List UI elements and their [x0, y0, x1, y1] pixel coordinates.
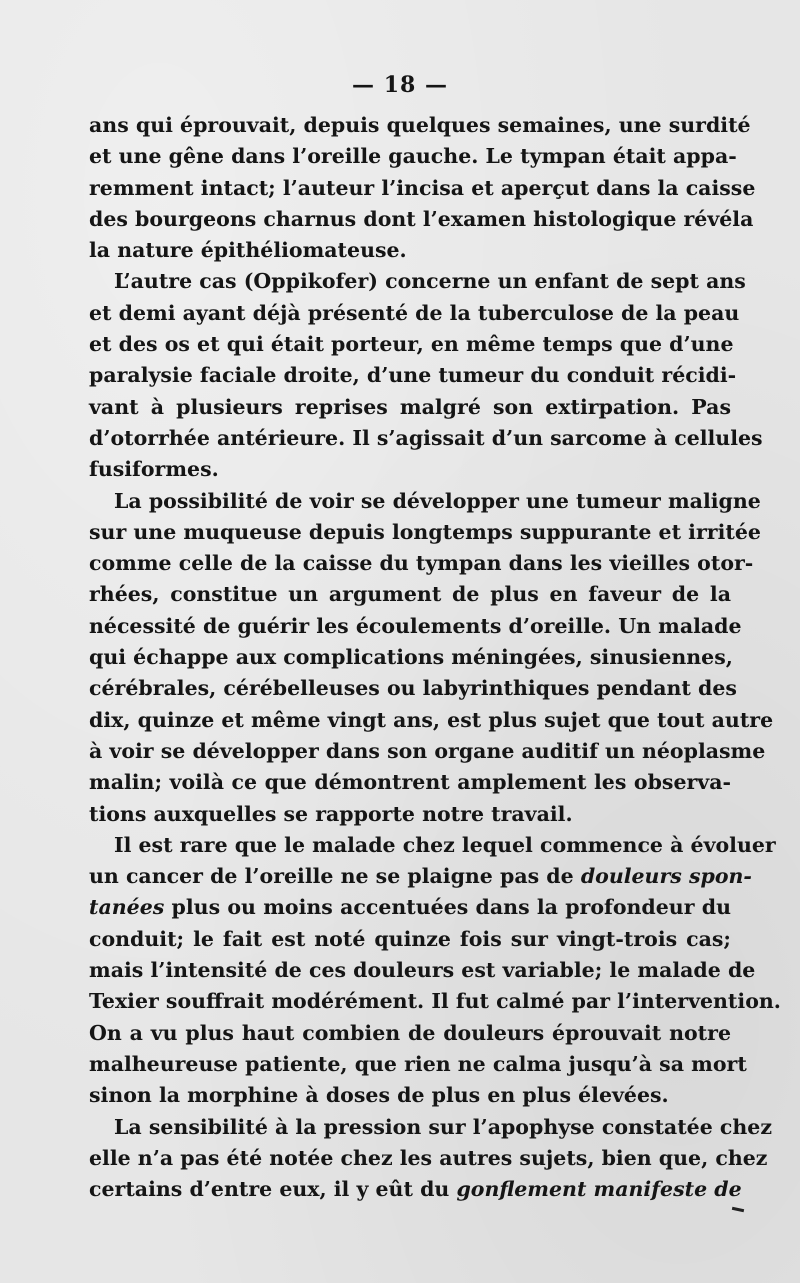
text-segment: paralysie faciale droite, d’une tumeur du conduit récidi-	[89, 363, 737, 388]
text-segment: qui échappe aux complications méningées, sinusiennes,	[89, 645, 733, 670]
text-segment: des bourgeons charnus dont l’examen histologique révéla	[89, 206, 754, 231]
italic-text-segment: tanées	[89, 895, 165, 920]
text-segment: d’otorrhée antérieure. Il s’agissait d’un sarcome à cellules	[89, 425, 763, 450]
text-segment: et demi ayant déjà présenté de la tuberculose de la peau	[89, 300, 740, 325]
text-segment: fusiformes.	[89, 457, 219, 482]
text-segment: Texier souffrait modérément. Il fut calmé par l’intervention.	[89, 989, 781, 1014]
text-line	[89, 924, 731, 955]
text-segment: Il est rare que le malade chez lequel commence à évoluer	[114, 832, 776, 857]
text-segment: sur une muqueuse depuis longtemps suppurante et irritée	[89, 519, 761, 544]
text-line	[89, 235, 731, 266]
text-line	[89, 1143, 768, 1174]
text-segment: et des os et qui était porteur, en même temps que d’une	[89, 332, 734, 357]
text-line	[89, 673, 737, 704]
text-segment: ans qui éprouvait, depuis quelques semaines, une surdité	[89, 113, 751, 137]
text-segment: conduit; le fait est noté quinze fois sur vingt-trois cas;	[89, 926, 731, 951]
text-segment: elle n’a pas été notée chez les autres sujets, bien que, chez	[89, 1145, 768, 1170]
text-line	[89, 204, 754, 235]
text-segment: plus ou moins accentuées dans la profondeur du	[164, 895, 731, 920]
text-line	[89, 642, 731, 673]
text-segment: rhées, constitue un argument de plus en faveur de la	[89, 582, 731, 607]
text-line	[89, 141, 737, 172]
text-segment: malheureuse patiente, que rien ne calma jusqu’à sa mort	[89, 1051, 747, 1076]
text-segment: mais l’intensité de ces douleurs est variable; le malade de	[89, 958, 756, 983]
text-line	[89, 1174, 742, 1205]
page-number: — 18 —	[352, 72, 448, 98]
text-line	[89, 579, 731, 610]
text-line	[89, 1112, 772, 1143]
text-line	[89, 423, 763, 454]
text-segment: et une gêne dans l’oreille gauche. Le tympan était appa-	[89, 144, 737, 169]
text-line	[89, 266, 746, 297]
text-line	[89, 1080, 731, 1111]
text-segment: dix, quinze et même vingt ans, est plus sujet que tout autre	[89, 707, 774, 732]
text-line	[89, 110, 751, 141]
text-line	[89, 830, 776, 861]
text-line	[89, 767, 731, 798]
text-line	[89, 986, 781, 1017]
text-line	[89, 705, 774, 736]
italic-text-segment: gonflement manifeste de	[456, 1177, 742, 1202]
text-segment: cérébrales, cérébelleuses ou labyrinthiques pendant des	[89, 676, 737, 701]
text-line	[89, 892, 731, 923]
text-line	[89, 548, 754, 579]
text-segment: certains d’entre eux, il y eût du	[89, 1177, 457, 1202]
text-segment: vant à plusieurs reprises malgré son extirpation. Pas	[89, 394, 731, 419]
text-line	[89, 799, 731, 830]
text-line	[89, 454, 731, 485]
body-text	[89, 110, 781, 1205]
text-segment: La possibilité de voir se développer une tumeur maligne	[114, 488, 761, 513]
text-segment: un cancer de l’oreille ne se plaigne pas de	[89, 864, 581, 889]
text-line	[89, 1018, 731, 1049]
text-line	[89, 329, 734, 360]
text-line	[89, 736, 766, 767]
text-segment: tions auxquelles se rapporte notre travail.	[89, 801, 573, 826]
text-line	[89, 611, 742, 642]
ink-speck	[732, 1207, 744, 1212]
text-line	[89, 1049, 747, 1080]
text-segment: comme celle de la caisse du tympan dans les vieilles otor-	[89, 551, 754, 576]
text-line	[89, 173, 756, 204]
text-segment: remment intact; l’auteur l’incisa et aperçut dans la caisse	[89, 175, 756, 200]
italic-text-segment: douleurs spon-	[580, 864, 752, 889]
text-line	[89, 517, 761, 548]
text-line	[89, 955, 756, 986]
text-segment: malin; voilà ce que démontrent amplement les observa-	[89, 770, 731, 795]
text-segment: nécessité de guérir les écoulements d’oreille. Un malade	[89, 613, 742, 638]
text-segment: la nature épithéliomateuse.	[89, 238, 407, 263]
text-segment: L’autre cas (Oppikofer) concerne un enfant de sept ans	[114, 269, 746, 294]
text-line	[89, 392, 731, 423]
text-segment: à voir se développer dans son organe auditif un néoplasme	[89, 738, 766, 763]
text-line	[89, 360, 737, 391]
text-segment: La sensibilité à la pression sur l’apophyse constatée chez	[114, 1114, 772, 1139]
text-line	[89, 486, 761, 517]
text-segment: On a vu plus haut combien de douleurs éprouvait notre	[89, 1020, 731, 1045]
text-segment: sinon la morphine à doses de plus en plus élevées.	[89, 1083, 669, 1108]
text-line	[89, 298, 740, 329]
text-line	[89, 861, 752, 892]
